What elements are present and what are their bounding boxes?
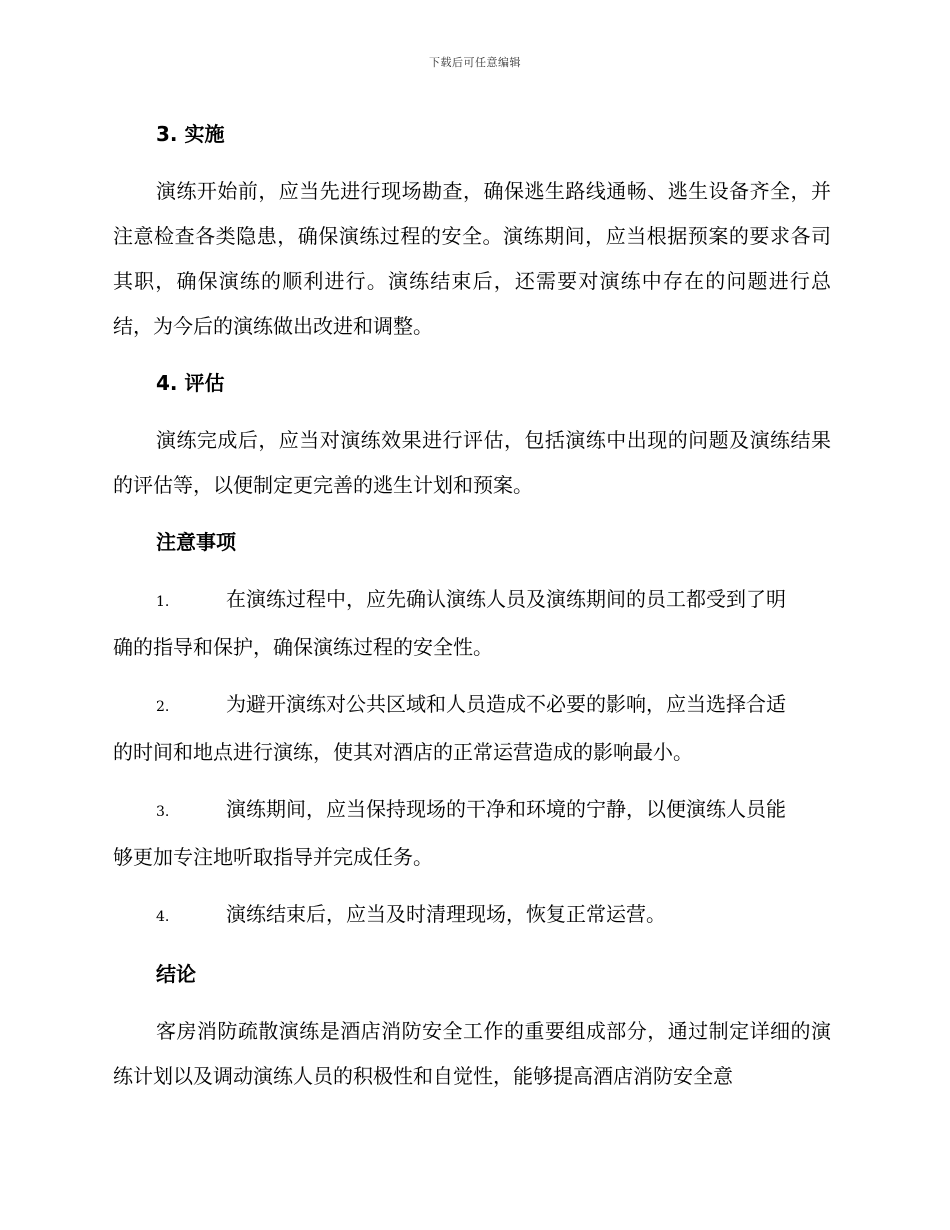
- list-item-text: 在演练过程中，应先确认演练人员及演练期间的员工都受到了明: [226, 587, 786, 611]
- list-item-number: 3.: [156, 804, 170, 820]
- list-item-text-continued: 确的指导和保护，确保演练过程的安全性。: [113, 635, 493, 659]
- page-header: 下载后可任意编辑: [429, 56, 521, 69]
- notes-list-item: [113, 787, 831, 880]
- section-heading-conclusion: 结论: [156, 962, 196, 986]
- list-item-text: 为避开演练对公共区域和人员造成不必要的影响，应当选择合适: [226, 692, 786, 716]
- list-item-text-continued: 够更加专注地听取指导并完成任务。: [113, 845, 433, 869]
- document-body: [113, 112, 831, 1111]
- section-paragraph-implement: 演练开始前，应当先进行现场勘查，确保逃生路线通畅、逃生设备齐全，并注意检查各类隐患，确保演练过程的安全。演练期间，应当根据预案的要求各司其职，确保演练的顺利进行。演练结束后，还需要对演练中存在的问题进行总结，为今后的演练做出改进和调整。: [113, 179, 831, 338]
- section-paragraph-conclusion: 客房消防疏散演练是酒店消防安全工作的重要组成部分，通过制定详细的演练计划以及调动演练人员的积极性和自觉性，能够提高酒店消防安全意: [113, 1019, 831, 1088]
- section-heading-implement: 3. 实施: [156, 122, 225, 146]
- list-item-text: 演练结束后，应当及时清理现场，恢复正常运营。: [226, 902, 666, 926]
- notes-list-item: [113, 892, 831, 940]
- list-item-number: 1.: [156, 594, 170, 610]
- list-item-number: 4.: [156, 909, 170, 925]
- section-heading-notes: 注意事项: [156, 530, 236, 554]
- section-paragraph-evaluate: 演练完成后，应当对演练效果进行评估，包括演练中出现的问题及演练结果的评估等，以便制定更完善的逃生计划和预案。: [113, 428, 831, 497]
- list-item-number: 2.: [156, 699, 170, 715]
- notes-list-item: [113, 682, 831, 775]
- list-item-text: 演练期间，应当保持现场的干净和环境的宁静，以便演练人员能: [226, 797, 786, 821]
- list-item-text-continued: 的时间和地点进行演练，使其对酒店的正常运营造成的影响最小。: [113, 740, 693, 764]
- notes-list-item: [113, 577, 831, 670]
- section-heading-evaluate: 4. 评估: [156, 371, 225, 395]
